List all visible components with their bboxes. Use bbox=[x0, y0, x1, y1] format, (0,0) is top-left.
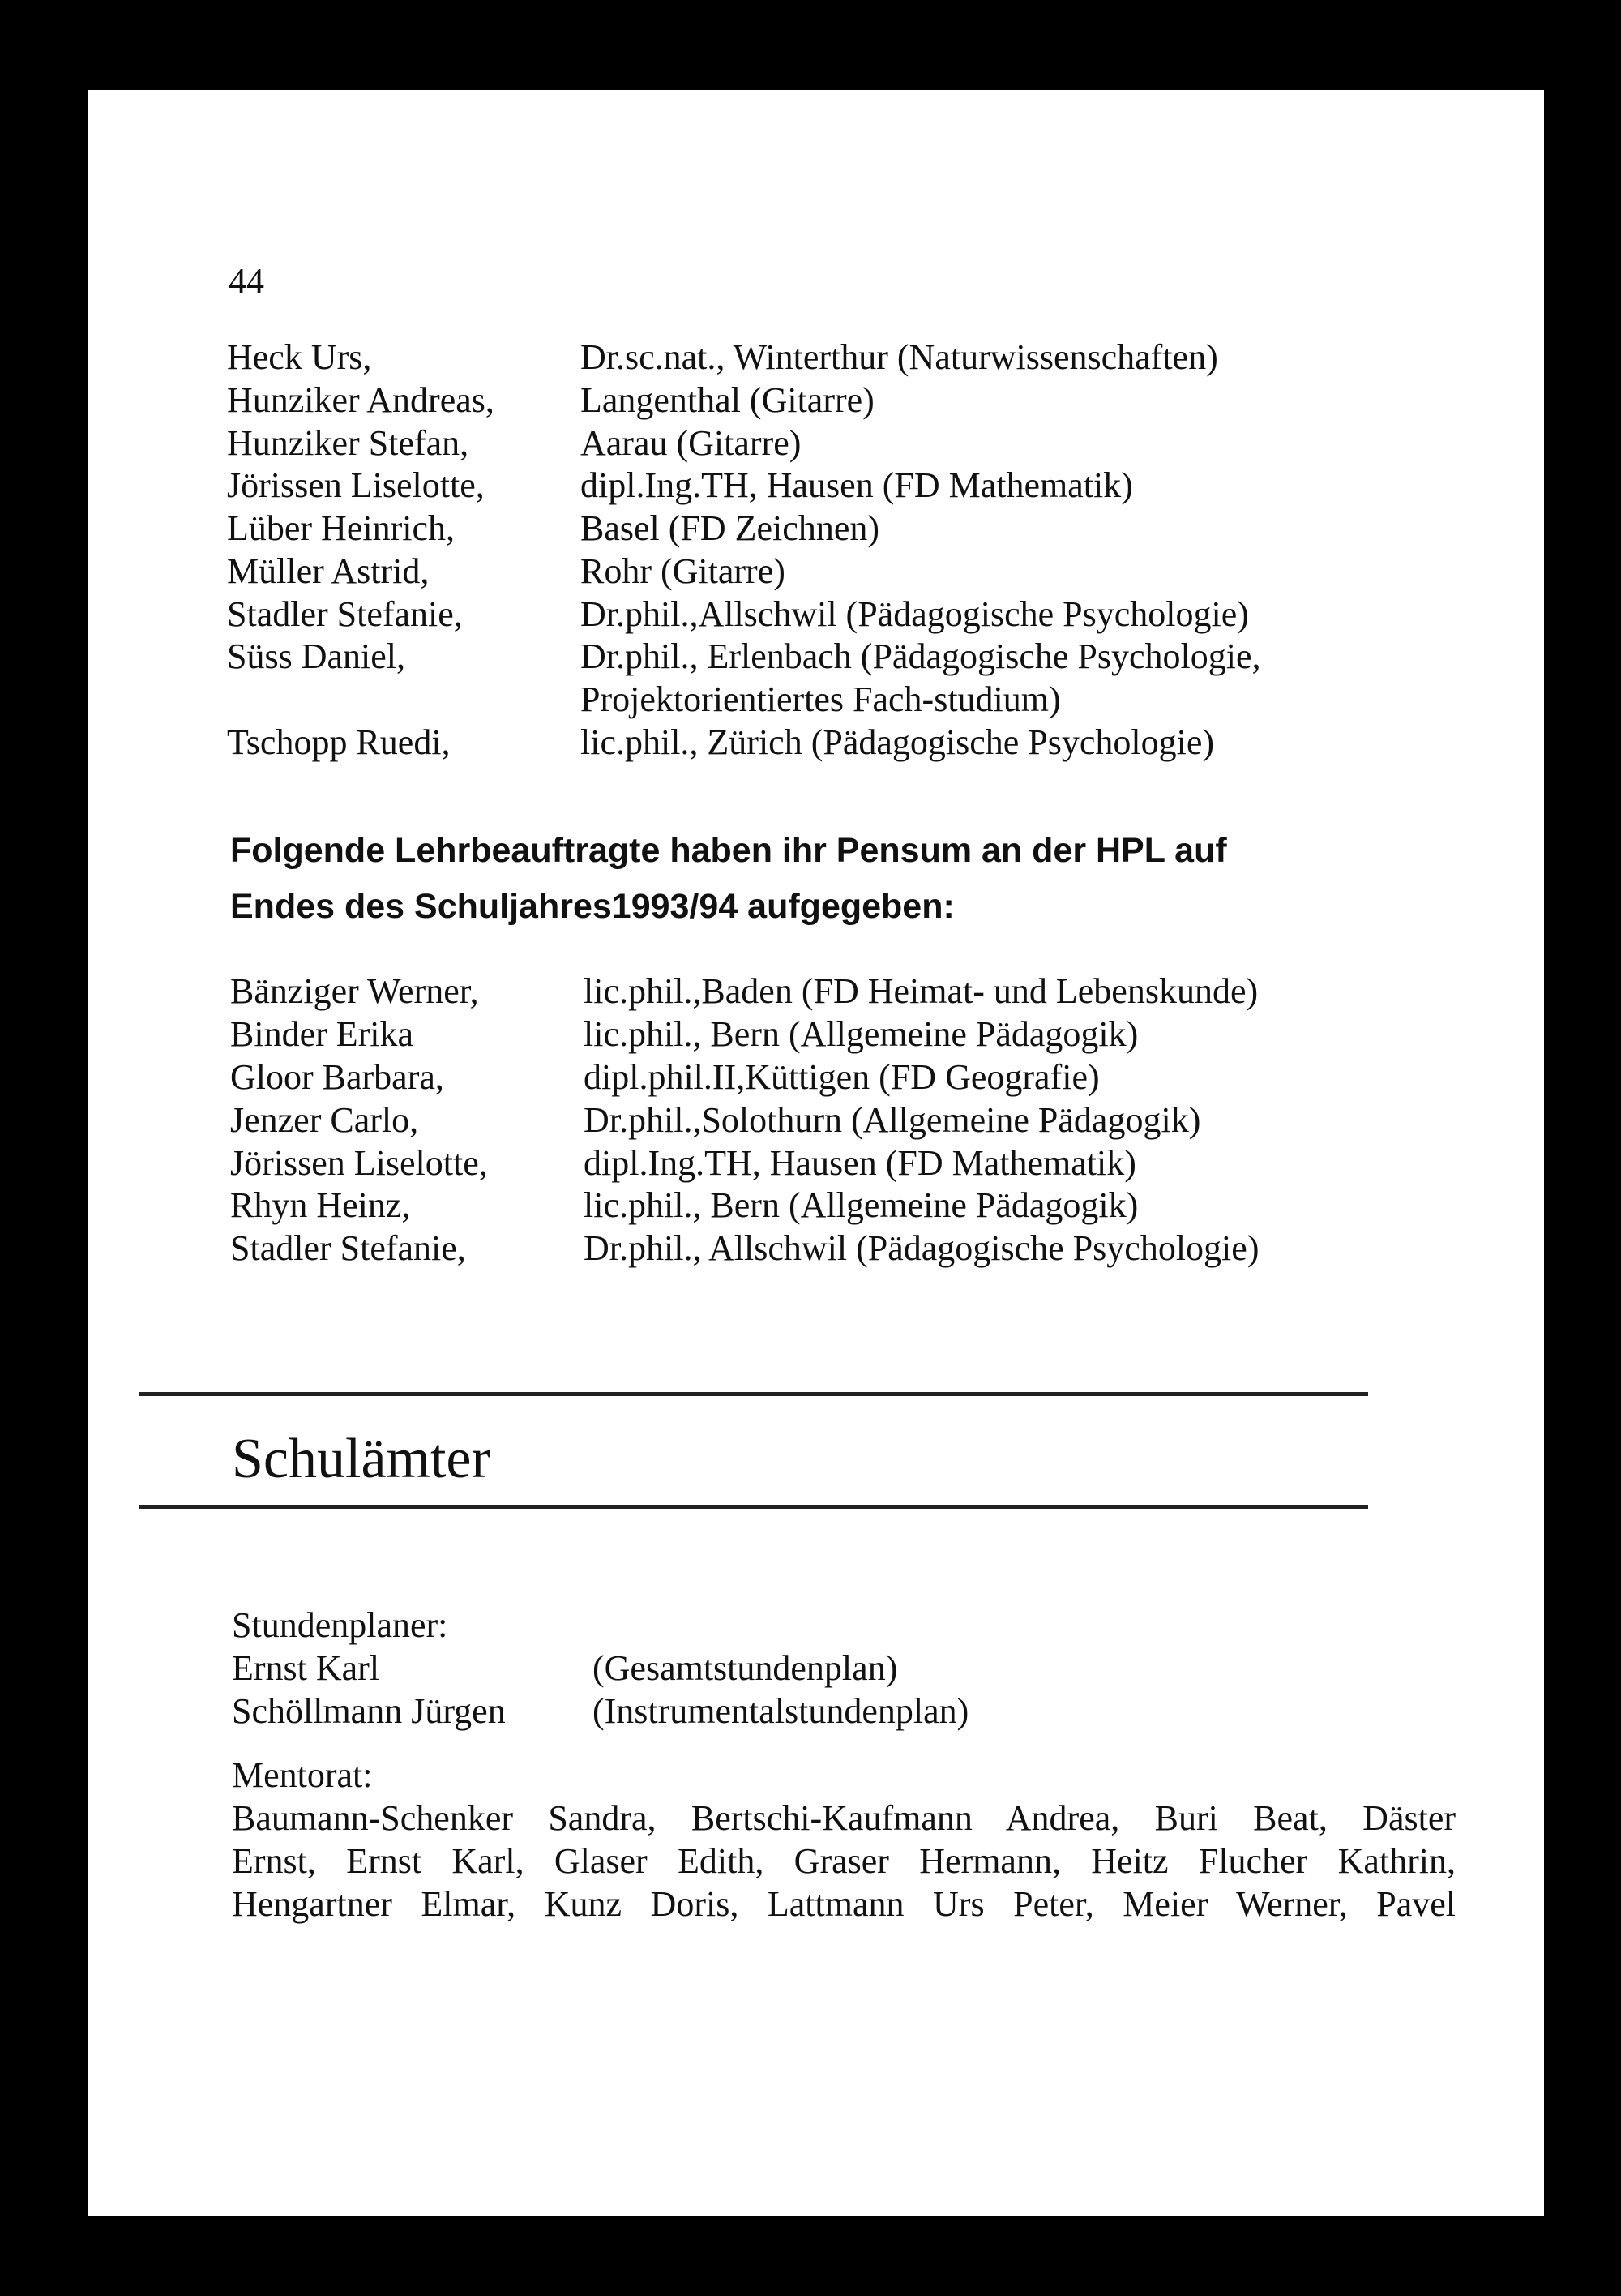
person-detail: dipl.phil.II,Küttigen (FD Geografie) bbox=[584, 1057, 1100, 1097]
mentorat-line: Baumann-Schenker Sandra, Bertschi-Kaufmann Andrea, Buri Beat, Däster bbox=[232, 1798, 1456, 1838]
person-name: Tschopp Ruedi, bbox=[227, 722, 451, 762]
person-name: Heck Urs, bbox=[227, 337, 372, 377]
person-name: Jenzer Carlo, bbox=[230, 1100, 419, 1140]
list-item bbox=[227, 593, 1443, 636]
person-detail: Dr.phil., Erlenbach (Pädagogische Psychologie, bbox=[580, 636, 1261, 676]
person-name: Jörissen Liselotte, bbox=[230, 1143, 488, 1183]
section-title: Schulämter bbox=[232, 1428, 490, 1490]
list-item bbox=[227, 379, 1443, 422]
person-name: Gloor Barbara, bbox=[230, 1057, 444, 1097]
list-item bbox=[230, 1142, 1446, 1184]
person-detail: lic.phil., Zürich (Pädagogische Psychologie) bbox=[580, 722, 1215, 762]
person-detail: (Gesamtstundenplan) bbox=[592, 1648, 898, 1688]
person-name: Lüber Heinrich, bbox=[227, 508, 455, 548]
list-item bbox=[227, 422, 1443, 465]
list-item bbox=[227, 507, 1443, 550]
person-detail: lic.phil., Bern (Allgemeine Pädagogik) bbox=[584, 1185, 1139, 1225]
mentorat-line: Ernst, Ernst Karl, Glaser Edith, Graser Hermann, Heitz Flucher Kathrin, bbox=[232, 1841, 1456, 1881]
person-name: Binder Erika bbox=[230, 1014, 414, 1054]
person-name: Hunziker Stefan, bbox=[227, 423, 469, 463]
top-rule-divider bbox=[139, 1392, 1368, 1396]
person-name: Müller Astrid, bbox=[227, 551, 430, 591]
bottom-rule-divider bbox=[139, 1505, 1368, 1509]
person-detail: lic.phil.,Baden (FD Heimat- und Lebenskunde) bbox=[584, 971, 1259, 1011]
person-name: Schöllmann Jürgen bbox=[232, 1691, 506, 1731]
person-name: Stadler Stefanie, bbox=[230, 1228, 466, 1268]
person-detail: Aarau (Gitarre) bbox=[580, 423, 802, 463]
person-detail: Dr.phil.,Allschwil (Pädagogische Psychologie) bbox=[580, 594, 1249, 634]
mentorat-paragraph bbox=[232, 1797, 1456, 1925]
list-item bbox=[227, 464, 1443, 507]
person-name: Jörissen Liselotte, bbox=[227, 465, 485, 505]
person-detail: Projektorientiertes Fach-studium) bbox=[580, 679, 1061, 719]
list-item bbox=[227, 635, 1443, 678]
mentorat-line: Hengartner Elmar, Kunz Doris, Lattmann Urs Peter, Meier Werner, Pavel bbox=[232, 1884, 1456, 1924]
stundenplaner-label: Stundenplaner: bbox=[232, 1605, 448, 1645]
resigned-heading-line1: Folgende Lehrbeauftragte haben ihr Pensum an der HPL auf bbox=[230, 831, 1227, 870]
person-detail: Dr.phil., Allschwil (Pädagogische Psychologie) bbox=[584, 1228, 1260, 1268]
person-name: Ernst Karl bbox=[232, 1648, 380, 1688]
page-number: 44 bbox=[229, 261, 264, 301]
list-item bbox=[230, 1227, 1446, 1270]
resigned-heading-line2: Endes des Schuljahres1993/94 aufgegeben: bbox=[230, 887, 955, 926]
list-item bbox=[230, 1184, 1446, 1227]
person-detail: dipl.Ing.TH, Hausen (FD Mathematik) bbox=[580, 465, 1133, 505]
list-item bbox=[227, 550, 1443, 593]
list-item bbox=[232, 1647, 1448, 1690]
person-detail: Rohr (Gitarre) bbox=[580, 551, 785, 591]
list-item bbox=[232, 1690, 1448, 1733]
person-detail: (Instrumentalstundenplan) bbox=[592, 1691, 969, 1731]
person-detail: Langenthal (Gitarre) bbox=[580, 380, 875, 420]
person-detail: dipl.Ing.TH, Hausen (FD Mathematik) bbox=[584, 1143, 1136, 1183]
list-item bbox=[227, 678, 1443, 721]
person-detail: Basel (FD Zeichnen) bbox=[580, 508, 879, 548]
person-detail: lic.phil., Bern (Allgemeine Pädagogik) bbox=[584, 1014, 1139, 1054]
person-detail: Dr.phil.,Solothurn (Allgemeine Pädagogik) bbox=[584, 1100, 1201, 1140]
person-name: Hunziker Andreas, bbox=[227, 380, 494, 420]
list-item bbox=[230, 1056, 1446, 1099]
mentorat-label: Mentorat: bbox=[232, 1755, 373, 1795]
list-item bbox=[227, 721, 1443, 764]
list-item bbox=[230, 1013, 1446, 1056]
person-name: Bänziger Werner, bbox=[230, 971, 479, 1011]
list-item bbox=[227, 336, 1443, 379]
person-name: Rhyn Heinz, bbox=[230, 1185, 411, 1225]
person-detail: Dr.sc.nat., Winterthur (Naturwissenschaften) bbox=[580, 337, 1218, 377]
list-item bbox=[230, 1099, 1446, 1142]
person-name: Stadler Stefanie, bbox=[227, 594, 463, 634]
person-name: Süss Daniel, bbox=[227, 636, 405, 676]
list-item bbox=[230, 970, 1446, 1013]
